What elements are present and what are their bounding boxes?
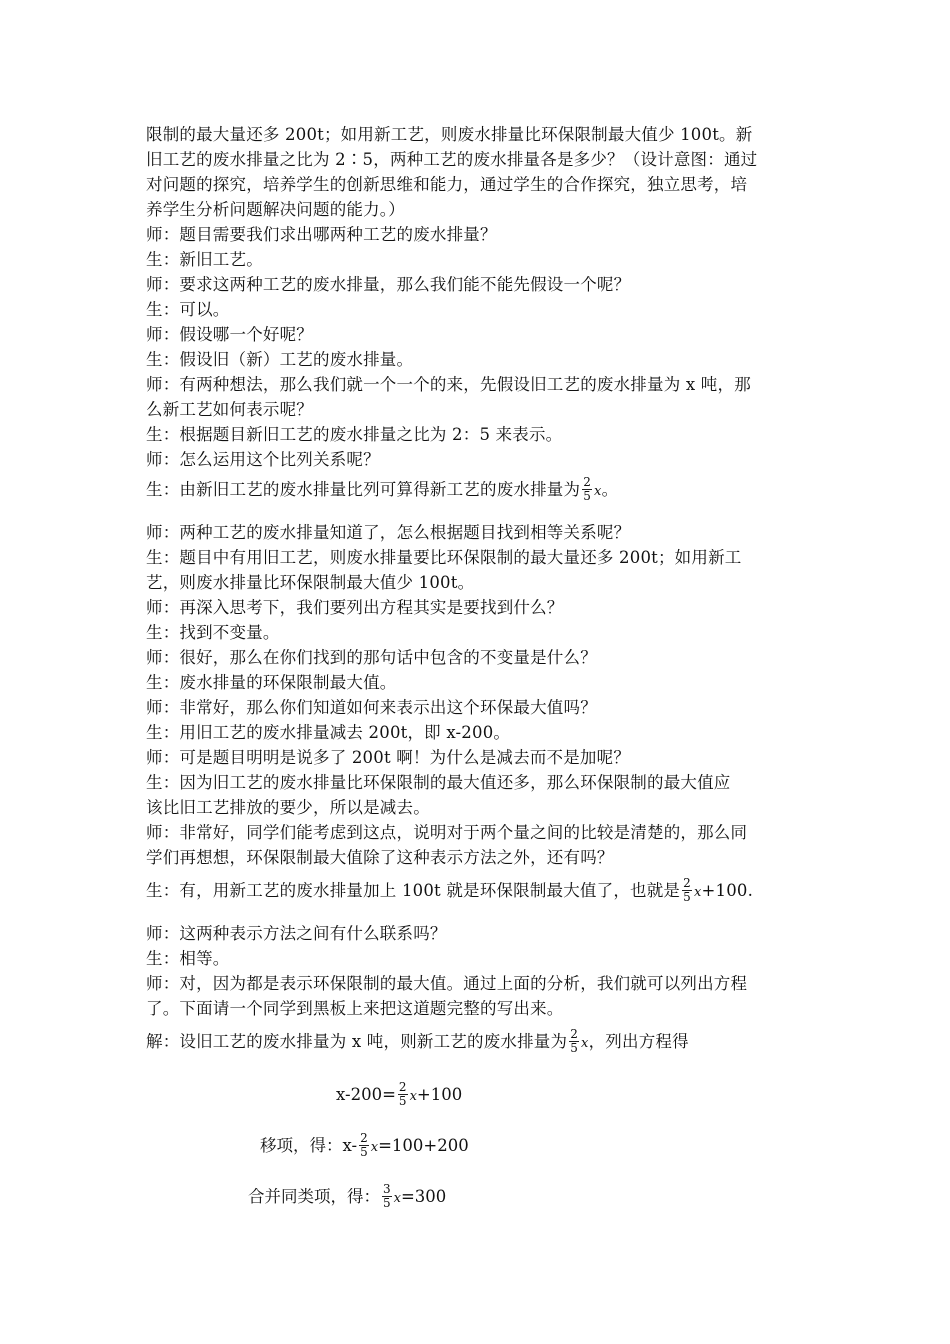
text-segment: 生：有，用新工艺的废水排量加上 100t 就是环保限制最大值了，也就是: [146, 881, 681, 900]
text-segment: 。: [601, 480, 619, 499]
fraction-denominator: 5: [583, 489, 592, 503]
text-line: 艺，则废水排量比环保限制最大值少 100t。: [146, 573, 475, 592]
fraction: [398, 1081, 408, 1108]
text-line: 限制的最大量还多 200t；如用新工艺，则废水排量比环保限制最大值少 100t。新: [146, 125, 753, 144]
text-line: 生：可以。: [146, 300, 230, 319]
text-line: 生：相等。: [146, 949, 230, 968]
text-segment: 解：设旧工艺的废水排量为 x 吨，则新工艺的废水排量为: [146, 1032, 568, 1051]
equation-line: [336, 1082, 462, 1109]
text-line: 师：对，因为都是表示环保限制的最大值。通过上面的分析，我们就可以列出方程: [146, 974, 748, 993]
variable: x: [370, 1140, 379, 1155]
text-line: 么新工艺如何表示呢？: [146, 400, 313, 419]
text-line: 生：找到不变量。: [146, 623, 280, 642]
fraction-numerator: 2: [683, 876, 691, 890]
text-line: 生：根据题目新旧工艺的废水排量之比为 2：5 来表示。: [146, 425, 563, 444]
fraction-denominator: 5: [683, 890, 691, 904]
text-line: 生：新旧工艺。: [146, 250, 263, 269]
text-line: 师：有两种想法，那么我们就一个一个的来，先假设旧工艺的废水排量为 x 吨，那: [146, 375, 751, 394]
fraction-numerator: 2: [360, 1131, 368, 1145]
text-line: 旧工艺的废水排量之比为 2∶5，两种工艺的废水排量各是多少？（设计意图：通过: [146, 150, 758, 169]
variable: x: [393, 1191, 401, 1206]
text-line: 师：这两种表示方法之间有什么联系吗？: [146, 924, 447, 943]
text-line: 师：非常好，同学们能考虑到这点，说明对于两个量之间的比较是清楚的，那么同: [146, 823, 748, 842]
text-line: 生：废水排量的环保限制最大值。: [146, 673, 397, 692]
equation-line: [260, 1133, 469, 1160]
equation-text: +100: [416, 1085, 463, 1104]
equation-text: 合并同类项，得：: [248, 1187, 380, 1206]
text-line: 师：怎么运用这个比列关系呢？: [146, 450, 380, 469]
text-segment: ，列出方程得: [588, 1032, 689, 1051]
text-line: 师：可是题目明明是说多了 200t 啊！为什么是减去而不是加呢？: [146, 748, 631, 767]
text-line: 该比旧工艺排放的要少，所以是减去。: [146, 798, 430, 817]
fraction: [359, 1132, 369, 1159]
text-line: 养学生分析问题解决问题的能力。）: [146, 200, 405, 219]
text-line: 生：用旧工艺的废水排量减去 200t，即 x-200。: [146, 723, 511, 742]
equation-text: =300: [400, 1187, 447, 1206]
text-line: 对问题的探究，培养学生的创新思维和能力，通过学生的合作探究，独立思考，培: [146, 175, 748, 194]
text-line: 生：因为旧工艺的废水排量比环保限制的最大值还多，那么环保限制的最大值应: [146, 773, 731, 792]
fraction-numerator: 2: [583, 475, 592, 489]
text-line: 师：题目需要我们求出哪两种工艺的废水排量？: [146, 225, 497, 244]
text-line-with-fraction: [146, 1029, 689, 1056]
equation-text: x-200=: [336, 1085, 396, 1104]
text-line-with-fraction: [146, 477, 618, 504]
variable: x: [581, 1036, 589, 1051]
fraction: [582, 476, 592, 503]
fraction-denominator: 5: [398, 1094, 407, 1108]
equation-line: [248, 1184, 446, 1211]
text-line: 师：再深入思考下，我们要列出方程其实是要找到什么？: [146, 598, 564, 617]
text-line: 师：要求这两种工艺的废水排量，那么我们能不能先假设一个呢？: [146, 275, 631, 294]
fraction-denominator: 5: [360, 1145, 368, 1159]
text-line: 师：很好，那么在你们找到的那句话中包含的不变量是什么？: [146, 648, 597, 667]
fraction-numerator: 2: [398, 1080, 407, 1094]
fraction: [682, 877, 692, 904]
equation-text: =100+200: [378, 1136, 469, 1155]
fraction: [569, 1028, 579, 1055]
fraction: [382, 1183, 392, 1210]
text-line: 师：假设哪一个好呢？: [146, 325, 313, 344]
variable: x: [594, 484, 602, 499]
fraction-numerator: 2: [570, 1027, 579, 1041]
text-segment: +100.: [701, 881, 754, 900]
text-line: 师：两种工艺的废水排量知道了，怎么根据题目找到相等关系呢？: [146, 523, 631, 542]
fraction-denominator: 5: [383, 1196, 391, 1210]
variable: x: [409, 1089, 417, 1104]
text-segment: 生：由新旧工艺的废水排量比列可算得新工艺的废水排量为: [146, 480, 581, 499]
text-line: 师：非常好，那么你们知道如何来表示出这个环保最大值吗？: [146, 698, 597, 717]
text-line: 生：假设旧（新）工艺的废水排量。: [146, 350, 414, 369]
fraction-numerator: 3: [383, 1182, 391, 1196]
text-line: 生：题目中有用旧工艺，则废水排量要比环保限制的最大量还多 200t；如用新工: [146, 548, 742, 567]
text-line-with-fraction: [146, 878, 753, 905]
equation-text: 移项，得：x-: [260, 1136, 358, 1155]
text-line: 学们再想想，环保限制最大值除了这种表示方法之外，还有吗？: [146, 848, 614, 867]
variable: x: [693, 885, 702, 900]
text-line: 了。下面请一个同学到黑板上来把这道题完整的写出来。: [146, 999, 564, 1018]
fraction-denominator: 5: [570, 1041, 579, 1055]
